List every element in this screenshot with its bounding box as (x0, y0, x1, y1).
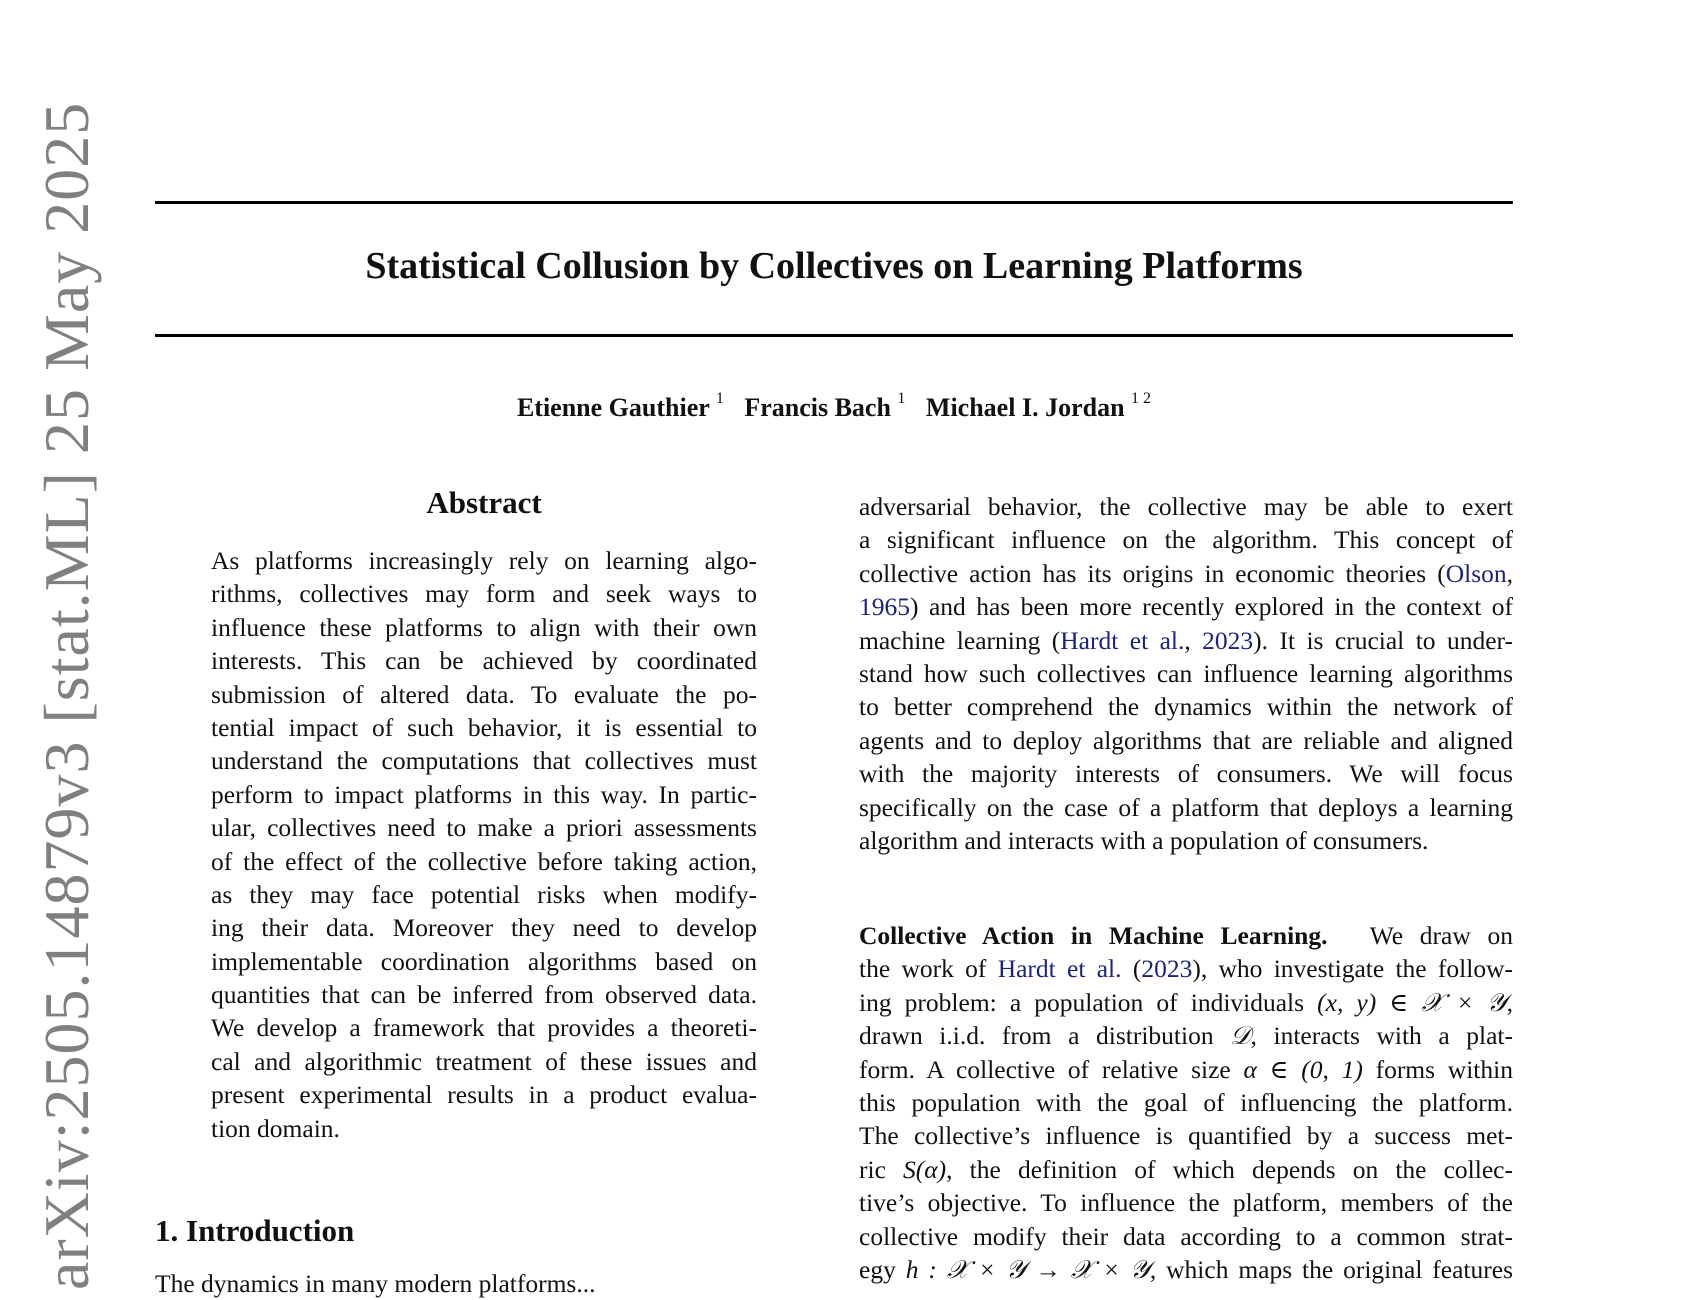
abstract-line: ular, collectives need to make a priori assessments (211, 813, 757, 843)
abstract-line: cal and algorithmic treatment of these issues and (211, 1046, 757, 1076)
author: Francis Bach $^1$ (744, 390, 906, 422)
math-expression: 𝒟 (1230, 1021, 1251, 1051)
text-run: drawn i.i.d. from a distribution (859, 1021, 1231, 1051)
text-run: adversarial behavior, the collective may be able to exert (859, 492, 1513, 521)
citation-link[interactable]: 1965 (859, 592, 910, 622)
abstract-line: understand the computations that collectives must (211, 746, 757, 776)
collective-action-paragraph (859, 919, 1513, 1286)
text-run: forms within (1362, 1054, 1513, 1084)
text-line (859, 986, 1513, 1019)
text-run: , the definition of which depends on the collec- (946, 1154, 1513, 1184)
text-line (859, 557, 1513, 590)
text-line (859, 624, 1513, 657)
math-expression: S(α) (903, 1154, 947, 1184)
abstract-line: tential impact of such behavior, it is essential to (211, 712, 757, 742)
text-run: , (1506, 558, 1513, 588)
abstract-line: influence these platforms to align with their own (211, 612, 757, 642)
text-run: collective modify their data according to a common strat- (859, 1221, 1513, 1251)
abstract-line: quantities that can be inferred from observed data. (211, 980, 757, 1010)
text-run: ). It is crucial to under- (1253, 625, 1513, 655)
text-line (859, 791, 1513, 824)
text-line (859, 1053, 1513, 1086)
text-run: machine learning ( (859, 625, 1061, 655)
run-in-heading: Collective Action in Machine Learning. (859, 921, 1370, 950)
abstract-line: perform to impact platforms in this way. In partic- (211, 779, 757, 809)
text-run: with the majority interests of consumers. We will focus (859, 759, 1513, 789)
section-heading-introduction: 1. Introduction (155, 1213, 355, 1248)
text-run: , (1506, 987, 1513, 1017)
citation-link[interactable]: 2023 (1202, 625, 1254, 655)
text-run: collective action has its origins in economic theories ( (859, 558, 1446, 588)
affiliation-marker: 1 2 (1131, 390, 1152, 408)
text-line (859, 1119, 1513, 1152)
abstract-line: We develop a framework that provides a theoreti- (211, 1013, 757, 1043)
math-expression: (x, y) ∈ 𝒳 × 𝒴 (1317, 987, 1507, 1017)
abstract-line: submission of altered data. To evaluate the po- (211, 679, 757, 709)
text-run: algorithm and interacts with a population of consumers. (859, 825, 1429, 855)
text-run: ing problem: a population of individuals (859, 987, 1318, 1017)
text-run: ) and has been more recently explored in the context of (910, 592, 1513, 622)
citation-link[interactable]: Olson (1445, 558, 1507, 588)
text-run: specifically on the case of a platform that deploys a learning (859, 792, 1513, 822)
author: Etienne Gauthier $^1$ (516, 390, 724, 422)
text-run: ( (1121, 954, 1142, 984)
text-line (859, 690, 1513, 723)
intro-paragraph-continued (859, 490, 1513, 857)
text-run: tive’s objective. To influence the platform, members of the (859, 1188, 1513, 1218)
abstract-line: as they may face potential risks when modify- (211, 879, 757, 909)
text-line (859, 1253, 1513, 1286)
title-top-rule (155, 201, 1513, 204)
math-expression: α ∈ (0, 1) (1243, 1054, 1363, 1084)
paper-title: Statistical Collusion by Collectives on Learning Platforms (365, 245, 1303, 287)
math-expression: h : 𝒳 × 𝒴 → 𝒳 × 𝒴 (905, 1254, 1150, 1284)
abstract-line: of the effect of the collective before taking action, (211, 846, 757, 876)
text-run: , which maps the original features (1149, 1254, 1513, 1284)
abstract-line: tion domain. (211, 1113, 340, 1143)
text-line (859, 590, 1513, 623)
abstract-body (211, 544, 757, 1145)
affiliation-marker: 1 (897, 390, 906, 408)
text-run: ), who investigate the follow- (1192, 954, 1513, 984)
text-run: egy (859, 1254, 906, 1284)
text-run: this population with the goal of influencing the platform. (859, 1087, 1513, 1117)
abstract-line: rithms, collectives may form and seek ways to (211, 579, 757, 609)
text-line (859, 490, 1513, 523)
abstract-line: As platforms increasingly rely on learning algo- (211, 546, 757, 575)
text-line (859, 824, 1513, 857)
author: Michael I. Jordan $^{1 2}$ (925, 390, 1152, 422)
text-line (859, 757, 1513, 790)
text-run: agents and to deploy algorithms that are reliable and aligned (859, 725, 1513, 755)
author-list (155, 390, 1513, 423)
affiliation-marker: 1 (715, 390, 724, 408)
text-line (859, 724, 1513, 757)
text-run: the work of (859, 954, 998, 984)
text-line (859, 1153, 1513, 1186)
text-line (859, 1186, 1513, 1219)
text-line (859, 952, 1513, 985)
text-run: a significant influence on the algorithm. This concept of (859, 525, 1513, 555)
text-run: ric (859, 1154, 904, 1184)
text-run: The collective’s influence is quantified by a success met- (859, 1121, 1513, 1151)
text-line (859, 1019, 1513, 1052)
text-run: , interacts with a plat- (1250, 1021, 1513, 1051)
arxiv-watermark: arXiv:2505.14879v3 [stat.ML] 25 May 2025 (31, 101, 102, 1290)
text-run: form. A collective of relative size (859, 1054, 1244, 1084)
abstract-line: present experimental results in a product evalua- (211, 1080, 757, 1110)
text-run: stand how such collectives can influence learning algorithms (859, 658, 1513, 688)
citation-link[interactable]: Hardt et al. (997, 954, 1122, 984)
abstract-line: ing their data. Moreover they need to develop (211, 913, 757, 943)
abstract-line: implementable coordination algorithms based on (211, 946, 757, 976)
citation-link[interactable]: 2023 (1141, 954, 1193, 984)
text-line (859, 919, 1513, 952)
text-run: We draw on (1369, 921, 1513, 950)
intro-body (155, 1267, 757, 1298)
citation-link[interactable]: Hardt et al. (1060, 625, 1185, 655)
text-line (859, 523, 1513, 556)
title-bottom-rule (155, 334, 1513, 337)
abstract-line: interests. This can be achieved by coordinated (211, 646, 757, 676)
text-line (859, 1220, 1513, 1253)
intro-first-line: The dynamics in many modern platforms... (155, 1269, 596, 1298)
abstract-heading: Abstract (426, 485, 542, 520)
text-line (859, 1086, 1513, 1119)
text-line (859, 657, 1513, 690)
text-run: , (1184, 625, 1203, 655)
text-run: to better comprehend the dynamics within the network of (859, 692, 1513, 722)
